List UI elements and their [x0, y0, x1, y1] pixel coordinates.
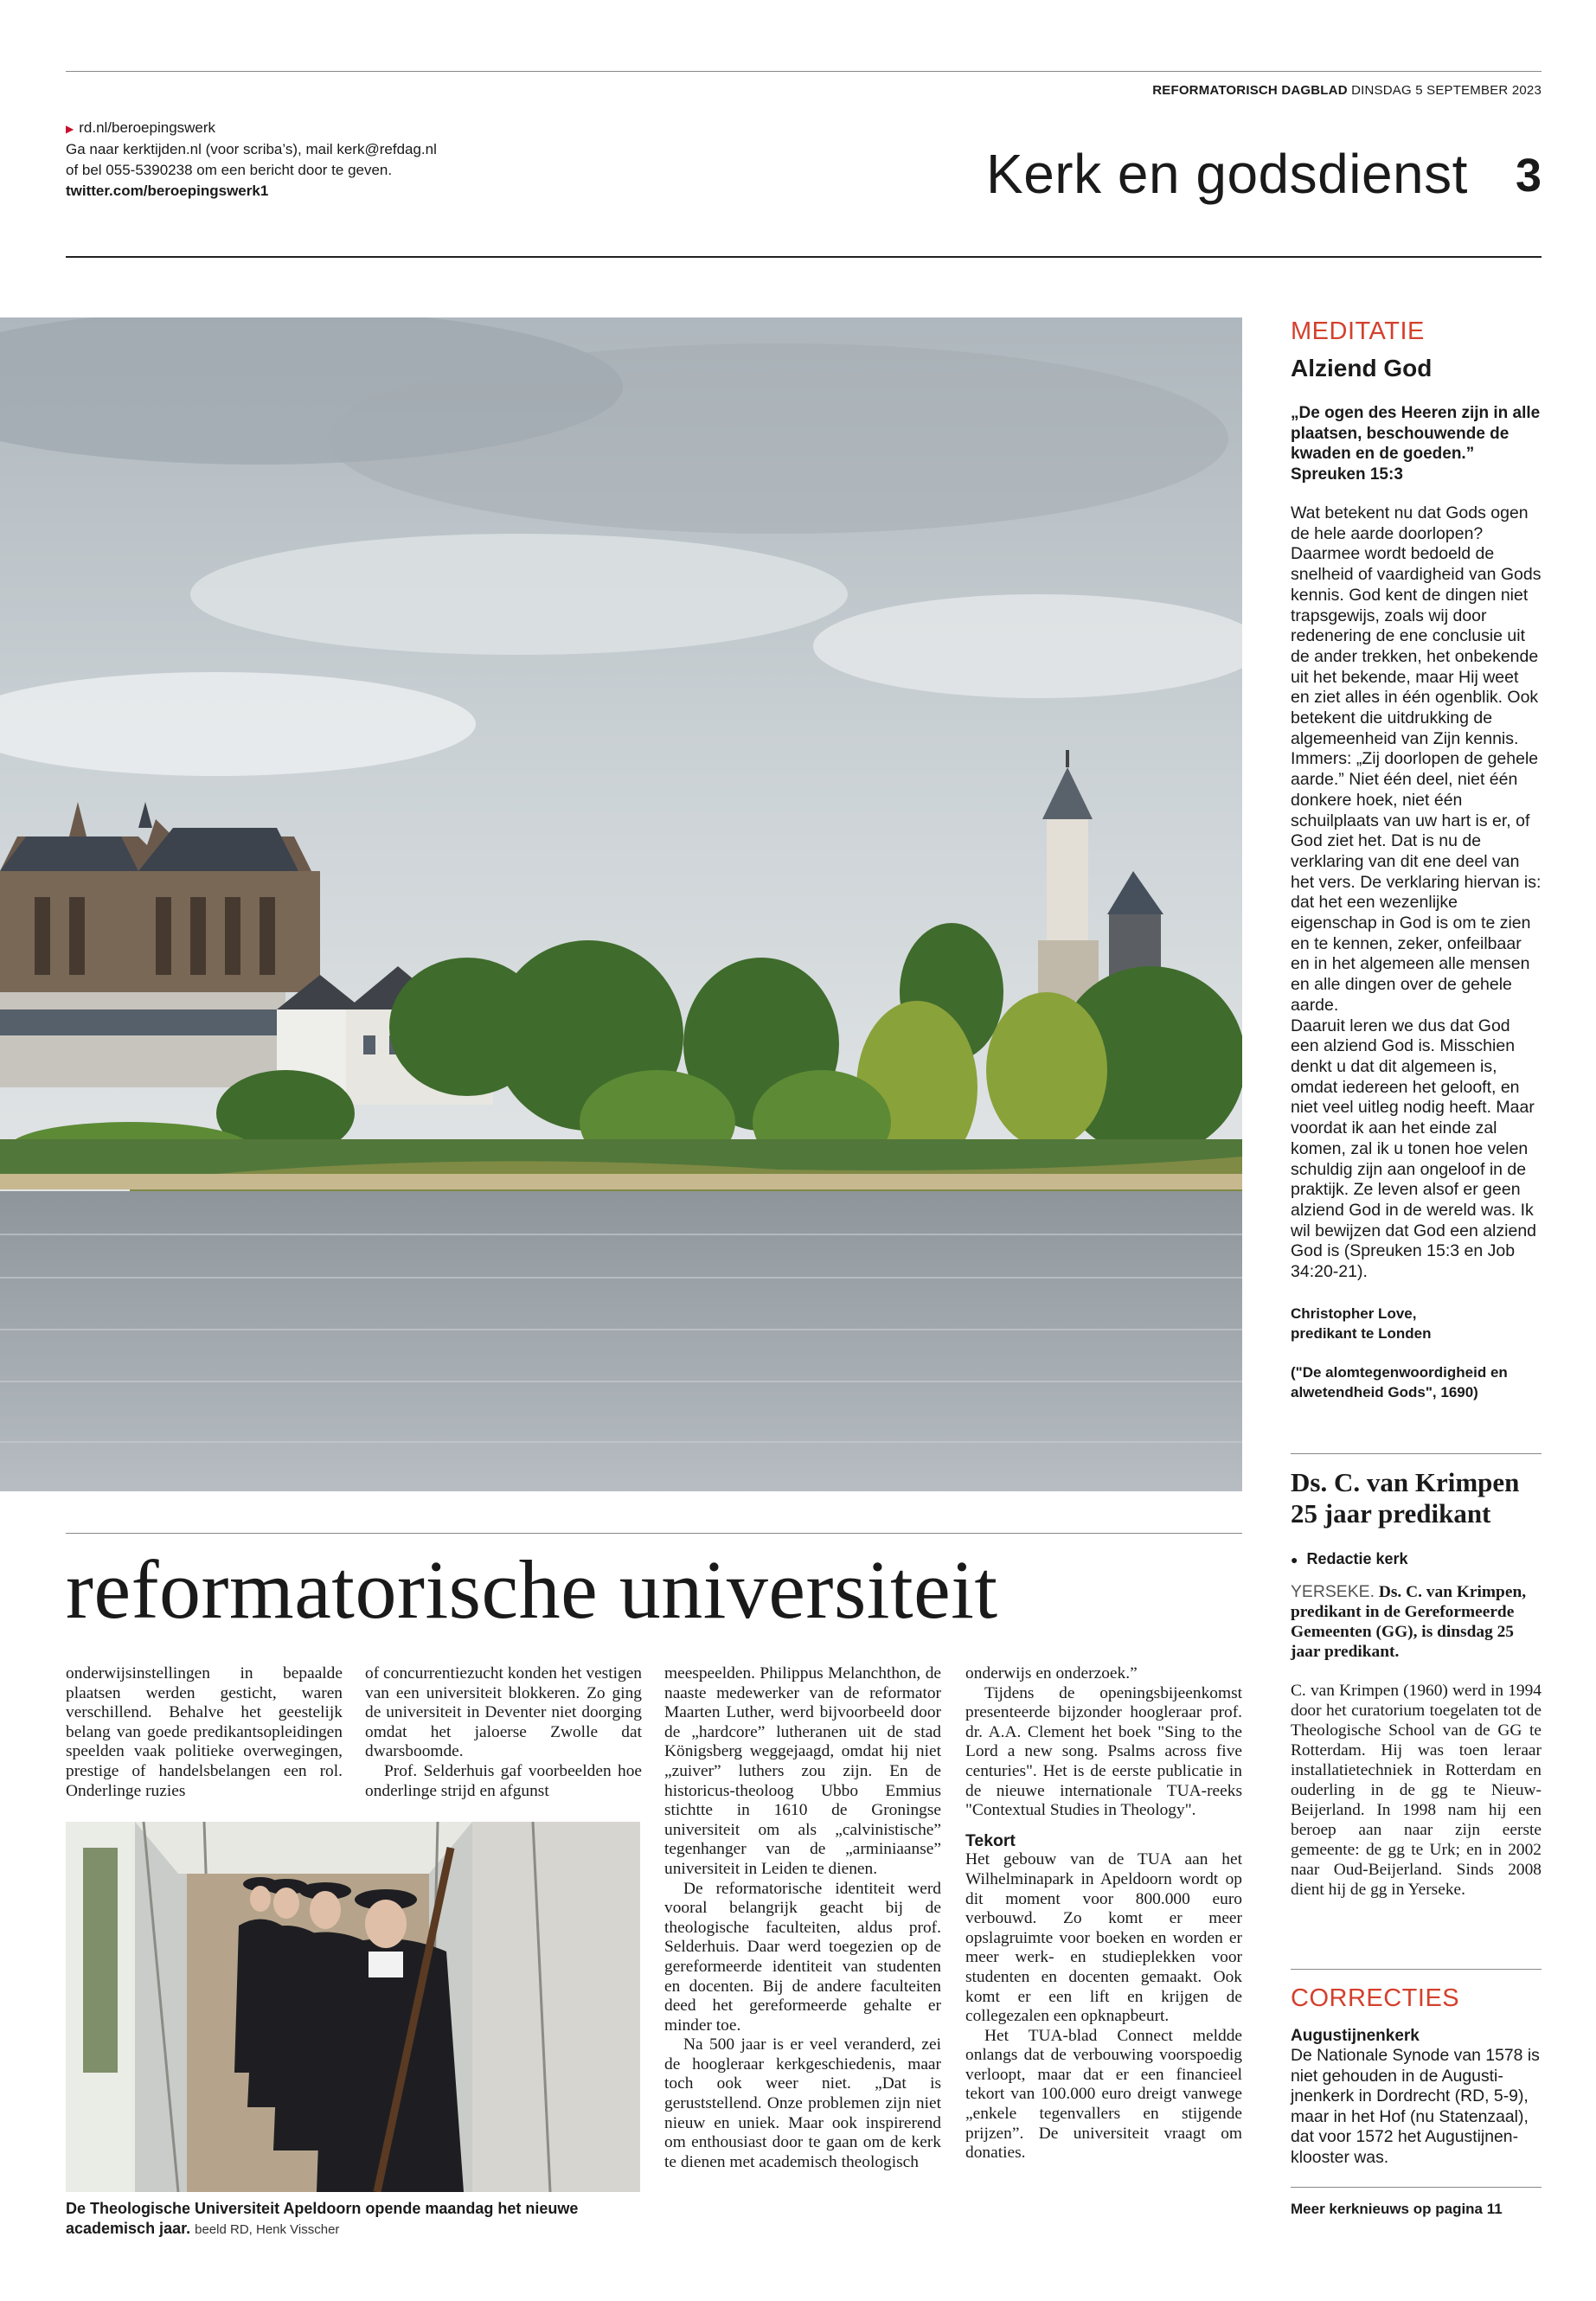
sidebar-divider-3: [1291, 2187, 1542, 2188]
headline-rule: [66, 1533, 1242, 1534]
meditatie-source: ("De alomtegenwoordigheid en alwetendheid Gods", 1690): [1291, 1363, 1508, 1400]
correcties-kicker: CORRECTIES: [1291, 1984, 1460, 2012]
article-headline: reformatorische universiteit: [66, 1543, 998, 1636]
col4-paragraph-1: onderwijs en onderzoek.”: [965, 1664, 1138, 1682]
meditatie-title: Alziend God: [1291, 355, 1433, 381]
krimpen-lead-block: [1291, 1582, 1542, 1662]
krimpen-title: Ds. C. van Krimpen 25 jaar predikant: [1291, 1467, 1520, 1529]
col3-paragraph-1: meespeelden. Philippus Melanchthon, de naaste medewerker van de reformator Maarten Luther, werd bijvoorbeeld door de „hardcore” lutheranen uit de stad Königsberg weggejaagd, omdat hij niet „zuiver” luthers zou zijn. En de historicus-theoloog Ubbo Emmius stichtte in 1610 de Groningse universiteit om als „calvinistische” tegenhanger van de „arminiaanse” universiteit in Leiden te dienen.: [664, 1664, 941, 1878]
contact-line-1: Ga naar kerktijden.nl (voor scriba’s), mail kerk@refdag.nl: [66, 141, 437, 157]
col3-paragraph-2: De reformatorische identiteit werd vooral belangrijk geacht bij de theologische faculteiten, aldus prof. Selderhuis. Daar werd toegezien op de gereformeerde identiteit van studenten en docenten. Bij de andere faculteiten deed het gereformeerde gehalte er minder toe.: [664, 1879, 941, 2035]
krimpen-article: [1291, 1467, 1542, 1900]
arrow-right-icon: ▶: [66, 123, 74, 135]
contact-line-2: of bel 055-5390238 om een bericht door te geven.: [66, 162, 393, 178]
meditatie-sidebar: [1291, 317, 1542, 1402]
caption-text: De Theologische Universiteit Apeldoorn opende maandag het nieuwe academisch jaar.: [66, 2200, 579, 2237]
main-photo-kampen-skyline: [0, 317, 1242, 1491]
caption-credit: beeld RD, Henk Visscher: [195, 2222, 340, 2237]
sidebar-divider-2: [1291, 1969, 1542, 1970]
more-news-link[interactable]: Meer kerknieuws op pagina 11: [1291, 2201, 1503, 2217]
article-column-1: [66, 1664, 343, 1801]
col2-paragraph-1: of concurrentiezucht konden het vestigen van een universiteit blokkeren. Zo ging de universiteit in Deventer niet doorging omdat het jaloerse Zwolle dat dwarsboomde.: [365, 1664, 642, 1761]
col4-paragraph-2: Tijdens de openingsbijeenkomst presenteerde bijzonder hoogleraar prof. dr. A.A. Clement het boek "Sing to the Lord a new song. Psalms across five centuries". Het is de eerste publicatie in de nieuwe internationale TUA-reeks "Contextual Studies in Theology".: [965, 1683, 1242, 1820]
header-contact: [66, 118, 516, 202]
krimpen-body: C. van Krimpen (1960) werd in 1994 door het curatorium toegelaten tot de Theologische School van de GG te Rotterdam. Hij was toen leraar installatietechniek in Rotterdam en ouderling in de gg te Nieuw-Beijerland. In 1998 nam hij een beroep aan naar zijn eerste gemeente: de gg te Urk; en in 2002 naar Oud-Beijerland. Sinds 2008 dient hij de gg in Yerseke.: [1291, 1682, 1542, 1899]
issue-date: DINSDAG 5 SEPTEMBER 2023: [1351, 83, 1542, 98]
krimpen-byline: [1291, 1550, 1542, 1568]
meditatie-body: [1291, 503, 1542, 1283]
paper-name: REFORMATORISCH DAGBLAD: [1152, 83, 1348, 98]
meditatie-paragraph-2: Daaruit leren we dus dat God een alziend God is. Misschien denkt u dat dit algemeen is, omdat iedereen het gelooft, en niet veel uitleg nodig heeft. Maar voordat ik aan het einde zal komen, zal ik u tonen hoe velen schuldig zijn aan ongeloof in de praktijk. Ze leven alsof er geen alziend God in de wereld was. Ik wil bewijzen dat God een alziend God is (Spreuken 15:3 en Job 34:20-21).: [1291, 1016, 1537, 1282]
meditatie-author-role: predikant te Londen: [1291, 1324, 1432, 1342]
twitter-link[interactable]: twitter.com/beroepingswerk1: [66, 183, 269, 199]
correcties-body: De Nationale Synode van 1578 is niet gehouden in de Augustijnenkerk in Dordrecht (RD, 5-9), maar in het Hof (nu Statenzaal), dat voor 1572 het Augustijnenklooster was.: [1291, 2046, 1540, 2167]
col4-subheading: Tekort: [965, 1830, 1016, 1850]
photo-caption: [66, 2199, 654, 2240]
photo-academic-procession: [66, 1822, 640, 2192]
correcties-subheading: Augustijnenkerk: [1291, 2027, 1420, 2045]
article-column-4: [965, 1664, 1242, 2163]
krimpen-dateline: YERSEKE.: [1291, 1582, 1375, 1601]
article-column-2: [365, 1664, 642, 1801]
meditatie-author: Christopher Love,: [1291, 1304, 1417, 1322]
col3-paragraph-3: Na 500 jaar is er veel veranderd, zei de hoogleraar kerkgeschiedenis, maar toch ook weer niet. „Dat is geruststellend. Onze problemen zijn niet nieuw en uniek. Maar ook inspirerend om enthousiast door te gaan om de kerk te dienen met academisch theologisch: [664, 2035, 941, 2171]
bullet-icon: ●: [1291, 1553, 1298, 1567]
header-top-rule: [66, 71, 1542, 72]
meditatie-kicker: MEDITATIE: [1291, 317, 1425, 345]
krimpen-byline-text: Redactie kerk: [1306, 1550, 1408, 1567]
meditatie-paragraph-1: Wat betekent nu dat Gods ogen de hele aarde doorlopen? Daarmee wordt bedoeld de snelheid of vaardigheid van Gods kennis. God kent de dingen niet trapsgewijs, zoals wij door redenering de ene conclusie uit de ander trekken, het onbekende uit het bekende, maar Hij weet en ziet alles in één ogenblik. Ook betekent die uitdrukking de algemeenheid van Zijn kennis. Immers: „Zij doorlopen de gehele aarde.” Niet één deel, niet één donkere hoek, niet één schuilplaats van uw hart is er, of God ziet het. Dat is nu de verklaring van dit ene deel van het vers. De verklaring hiervan is: dat het een wezenlijke eigenschap in God is om te zien en te kennen, zeker, onfeilbaar en in het algemeen alle mensen en alle dingen over de gehele aarde.: [1291, 503, 1542, 1015]
beroepingswerk-link[interactable]: rd.nl/beroepingswerk: [79, 119, 216, 136]
col1-paragraph-1: onderwijsinstellingen in bepaalde plaatsen werden gesticht, waren verschillend. Behalve het geestelijk belang van goede predikantsopleidingen speelden vaak politieke overwegingen, prestige of handelsbelangen een rol. Onderlinge ruzies: [66, 1664, 343, 1800]
col2-paragraph-2: Prof. Selderhuis gaf voorbeelden hoe onderlinge strijd en afgunst: [365, 1761, 642, 1800]
sidebar-divider-1: [1291, 1453, 1542, 1454]
col4-paragraph-3: Het gebouw van de TUA aan het Wilhelminapark in Apeldoorn wordt op dit moment voor 800.000 euro verbouwd. Zo komt er meer opslagruimte voor boeken en worden er meer werk- en studieplekken voor studenten en docenten gemaakt. Ook komt er een lift en krijgen de collegezalen een opknapbeurt.: [965, 1850, 1242, 2026]
krimpen-lead: Ds. C. van Krimpen, predikant in de Gereformeerde Gemeenten (GG), is dinsdag 25 jaar predikant.: [1291, 1583, 1527, 1661]
section-title: Kerk en godsdienst: [986, 143, 1468, 205]
col4-paragraph-4: Het TUA-blad Connect meldde onlangs dat de verbouwing voorspoedig verloopt, maar dat er een financieel tekort van 100.000 euro dreigt vanwege „enkele tegenvallers en stijgende prijzen”. De universiteit vraagt om donaties.: [965, 2026, 1242, 2163]
header-bottom-rule: [66, 256, 1542, 258]
meditatie-quote: „De ogen des Heeren zijn in alle plaatsen, beschouwende de kwaden en de goeden.” Spreuken 15:3: [1291, 404, 1541, 484]
correcties-box: [1291, 1984, 1542, 2168]
page-number: 3: [1515, 150, 1542, 202]
paper-dateline: [1152, 83, 1542, 98]
article-column-3: [664, 1664, 941, 2172]
